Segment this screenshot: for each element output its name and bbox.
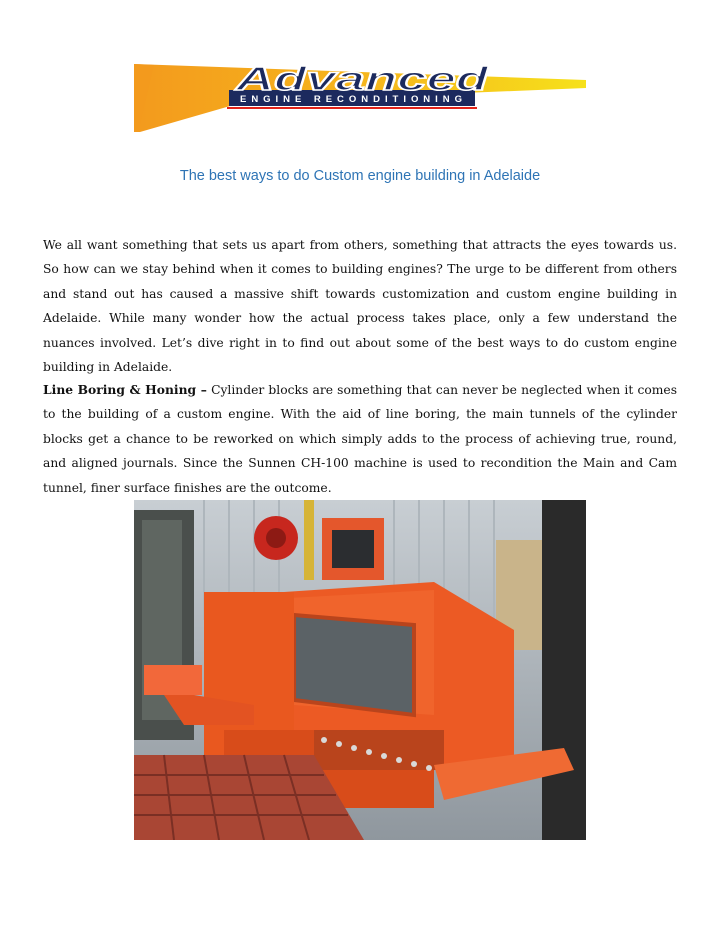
line-boring-heading: Line Boring & Honing –	[43, 382, 207, 397]
honing-machine-photo	[134, 500, 586, 840]
page-title: The best ways to do Custom engine building in Adelaide	[179, 168, 541, 184]
company-logo	[134, 62, 588, 132]
line-boring-paragraph	[43, 378, 677, 500]
intro-paragraph: We all want something that sets us apart from others, something that attracts the eyes towards us. So how can we stay behind when it comes to building engines? The urge to be different from others and stand out has caused a massive shift towards customization and custom engine building in Adelaide. While many wonder how the actual process takes place, only a few understand the nuances involved. Let’s dive right in to find out about some of the best ways to do custom engine building in Adelaide.	[43, 238, 677, 375]
logo-tagline: ENGINE RECONDITIONING	[240, 94, 462, 105]
line-boring-text: Cylinder blocks are something that can never be neglected when it comes to the building of a custom engine. With the aid of line boring, the main tunnels of the cylinder blocks get a chance to be reworked on which simply adds to the process of achieving true, round, and aligned journals. Since the Sunnen CH-100 machine is used to recondition the Main and Cam tunnel, finer surface finishes are the outcome.	[43, 383, 678, 495]
logo-word: Advanced	[234, 62, 490, 97]
